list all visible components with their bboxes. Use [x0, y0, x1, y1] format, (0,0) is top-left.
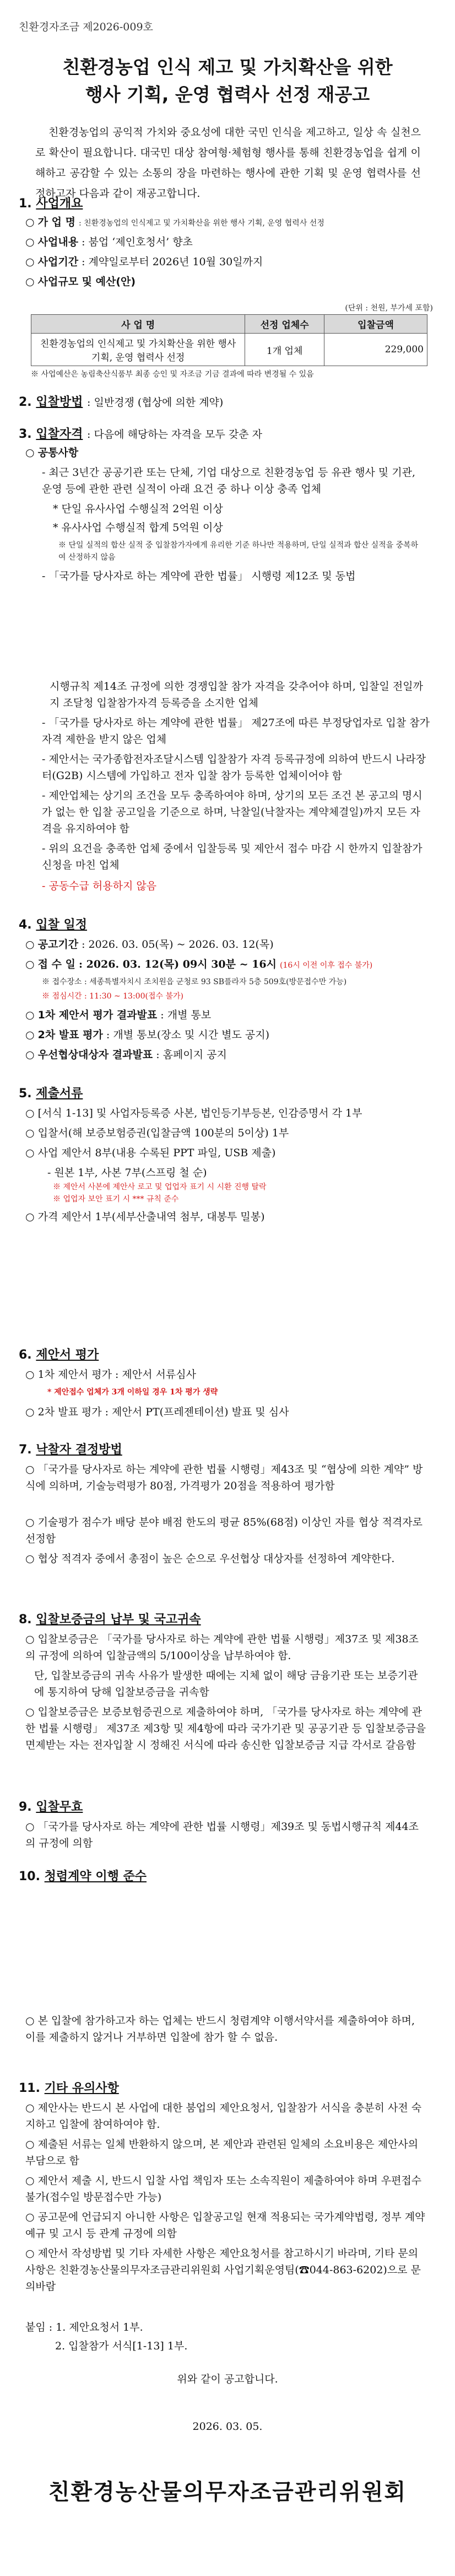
eval-item-1-note — [47, 1386, 218, 1398]
void-item — [25, 1818, 427, 1852]
submit-date-line — [25, 956, 372, 973]
void-item-text: 「국가를 당사자로 하는 계약에 관한 법률 시행령」제39조 및 동법시행규칙 제44조의 규정에 의함 — [25, 1821, 419, 1849]
circle-bullet-icon: ○ — [25, 2015, 35, 2027]
submit-date-label: 접 수 일 — [37, 958, 75, 970]
period-label: 사업기간 — [37, 256, 79, 268]
qualification-4: - 「국가를 당사자로 하는 계약에 관한 법률」 시행령 제12조 및 동법 — [42, 570, 356, 582]
section-6-heading — [19, 1345, 99, 1362]
period-value: : 계약일로부터 2026년 10월 30일까지 — [82, 256, 263, 268]
deposit-item-3-text: 입찰보증금은 보증보험증권으로 제출하여야 하며, 「국가를 당사자로 하는 계약에 관한 법률 시행령」 제37조 제3항 및 제4항에 따라 국가기관 및 공공기관 등 입찰보증금을 면제받는 자는 전자입찰 시 정해진 서식에 따라 송신한 입찰보증금 지급 각서로 갈음함 — [25, 1706, 426, 1751]
qualification-2: * 단일 유사사업 수행실적 2억원 이상 — [53, 503, 223, 515]
section-4-title: 입찰 일정 — [36, 918, 88, 932]
qualification-3: * 유사사업 수행실적 합계 5억원 이상 — [53, 522, 223, 534]
circle-bullet-icon: ○ — [25, 447, 35, 459]
table-cell: 1개 업체 — [245, 334, 324, 366]
doc-item-4 — [25, 1209, 265, 1225]
content-value: : 붐업 ‘제인호청서’ 향초 — [82, 236, 193, 248]
attachment-2: 2. 입찰참가 서식[1-13] 1부. — [55, 2340, 188, 2352]
project-label: 가 업 명 — [37, 216, 75, 228]
budget-table — [31, 314, 427, 366]
award-item-3 — [25, 1550, 427, 1567]
circle-bullet-icon: ○ — [25, 1049, 35, 1061]
lunch-time-text: ※ 점심시간 : 11:30 ~ 13:00(접수 불가) — [42, 992, 183, 1001]
budget-line — [25, 273, 136, 290]
doc-item-2-text: 입찰서(해 보증보험증권(입찰금액 100분의 5이상) 1부 — [37, 1127, 289, 1139]
circle-bullet-icon: ○ — [25, 2102, 35, 2114]
section-8-number: 8. — [19, 1613, 32, 1627]
intro-paragraph: 친환경농업의 공익적 가치와 중요성에 대한 국민 인식을 제고하고, 일상 속 실천으로 확산이 필요합니다. 대국민 대상 참여형·체험형 행사를 통해 친환경농업을 쉽게 이해하고 공감할 수 있는 소통의 장을 마련하는 행사에 관한 기획 및 운영 협력사를 선정하고자 다음과 같이 재공고합니다. — [35, 126, 421, 200]
section-2-value: : 일반경쟁 (협상에 의한 계약) — [87, 396, 224, 409]
section-5-heading — [19, 1084, 83, 1101]
section-1-title: 사업개요 — [36, 197, 83, 211]
section-2-number: 2. — [19, 395, 32, 409]
circle-bullet-icon: ○ — [25, 1368, 35, 1381]
circle-bullet-icon: ○ — [25, 1029, 35, 1041]
eval-item-2-text: 2차 발표 평가 : 제안서 PT(프레젠테이션) 발표 및 심사 — [37, 1406, 289, 1418]
section-5-title: 제출서류 — [36, 1087, 83, 1101]
note-item-3 — [25, 2172, 427, 2205]
attachment-1: 붙임 : 1. 제안요청서 1부. — [25, 2321, 143, 2333]
award-item-2-text: 기술평가 점수가 배당 분야 배점 한도의 평균 85%(68점) 이상인 자를 협상 적격자로 선정함 — [25, 1516, 422, 1545]
budget-table-wrap — [31, 314, 427, 366]
circle-bullet-icon: ○ — [25, 1127, 35, 1139]
circle-bullet-icon: ○ — [25, 1821, 35, 1833]
table-header: 선정 업체수 — [245, 315, 324, 334]
doc-item-1 — [25, 1105, 362, 1121]
award-item-2 — [25, 1514, 427, 1547]
circle-bullet-icon: ○ — [25, 938, 35, 951]
circle-bullet-icon: ○ — [25, 1516, 35, 1528]
section-1-heading — [19, 194, 83, 211]
section-11-heading — [19, 2079, 119, 2096]
title-line-1: 친환경농업 인식 제고 및 가치확산을 위한 — [62, 56, 393, 78]
eval1-value: : 개별 통보 — [160, 1009, 212, 1021]
circle-bullet-icon: ○ — [25, 958, 35, 970]
circle-bullet-icon: ○ — [25, 1147, 35, 1159]
qualification-7: - 제안서는 국가종합전자조달시스템 입찰참가 자격 등록규정에 의하여 반드시 나라장터(G2B) 시스템에 가입하고 전자 입찰 참가 등록한 업체이어야 함 — [42, 753, 426, 782]
note-item-1-text: 제안사는 반드시 본 사업에 대한 붐업의 제안요청서, 입찰참가 서식을 충분히 사전 숙지하고 입찰에 참여하여야 함. — [25, 2102, 422, 2130]
circle-bullet-icon: ○ — [25, 236, 35, 248]
circle-bullet-icon: ○ — [25, 1553, 35, 1565]
project-value: : 친환경농업의 인식제고 및 가치확산을 위한 행사 기획, 운영 협력사 선정 — [78, 219, 324, 228]
section-3-title: 입찰자격 — [36, 427, 83, 441]
note-item-2-text: 제출된 서류는 일체 반환하지 않으며, 본 제안과 관련된 일체의 소요비용은 제안사의 부담으로 함 — [25, 2138, 419, 2167]
section-4-number: 4. — [19, 918, 32, 932]
common-line — [25, 444, 78, 461]
eval2-value: : 개별 통보(장소 및 시간 별도 공지) — [106, 1029, 269, 1041]
table-row — [31, 334, 427, 366]
circle-bullet-icon: ○ — [25, 2175, 35, 2187]
table-header: 사 업 명 — [31, 315, 245, 334]
circle-bullet-icon: ○ — [25, 276, 35, 288]
submit-place: ※ 접수장소 : 세종특별자치시 조치원읍 군청로 93 SB플라자 5층 509호(방문접수만 가능) — [42, 978, 347, 986]
circle-bullet-icon: ○ — [25, 1009, 35, 1021]
doc-item-3-text: 사업 제안서 8부(내용 수록된 PPT 파일, USB 제출) — [37, 1147, 276, 1159]
circle-bullet-icon: ○ — [25, 256, 35, 268]
table-cell: 친환경농업의 인식제고 및 가치확산을 위한 행사 기획, 운영 협력사 선정 — [31, 334, 245, 366]
note-item-2 — [25, 2136, 427, 2169]
notice-date: 2026. 03. 05. — [192, 2421, 263, 2433]
note-item-4-text: 공고문에 언급되지 아니한 사항은 입찰공고일 현재 적용되는 국가계약법령, 정부 계약예규 및 고시 등 관계 규정에 의함 — [25, 2211, 425, 2240]
eval-item-1 — [25, 1366, 196, 1383]
section-9-heading — [19, 1797, 83, 1815]
doc-sub-1: - 원본 1부, 사본 7부(스프링 철 순) — [47, 1167, 207, 1179]
table-header-row — [31, 315, 427, 334]
section-6-title: 제안서 평가 — [36, 1348, 99, 1362]
period-line — [25, 254, 263, 270]
section-2-heading — [19, 393, 223, 410]
note-item-4 — [25, 2209, 427, 2242]
section-7-number: 7. — [19, 1443, 32, 1457]
circle-bullet-icon: ○ — [25, 2138, 35, 2150]
section-11-title: 기타 유의사항 — [44, 2081, 119, 2095]
integrity-item-text: 본 입찰에 참가하고자 하는 업체는 반드시 청렴계약 이행서약서를 제출하여야 하며, 이를 제출하지 않거나 거부하면 입찰에 참가 할 수 없음. — [25, 2015, 415, 2043]
doc-sub-3: ※ 업업자 보안 표기 시 *** 규칙 준수 — [53, 1195, 179, 1204]
circle-bullet-icon: ○ — [25, 1107, 35, 1119]
circle-bullet-icon: ○ — [25, 1706, 35, 1718]
award-item-1-text: 「국가를 당사자로 하는 계약에 관한 법률 시행령」제43조 및 “협상에 의한 계약” 방식에 의하며, 기술능력평가 80점, 가격평가 20점을 적용하여 평가함 — [25, 1463, 423, 1492]
circle-bullet-icon: ○ — [25, 1211, 35, 1223]
project-line — [25, 214, 433, 230]
circle-bullet-icon: ○ — [25, 2247, 35, 2260]
qualification-8: - 제안업체는 상기의 조건을 모두 충족하여야 하며, 상기의 모든 조건 본 공고의 명시가 없는 한 입찰 공고일을 기준으로 하며, 낙찰일(낙찰자는 계약체결일)까지 모든 자격을 유지하여야 함 — [42, 790, 422, 835]
final-label: 우선협상대상자 결과발표 — [37, 1049, 153, 1061]
eval-item-2 — [25, 1404, 289, 1420]
circle-bullet-icon: ○ — [25, 1633, 35, 1645]
doc-item-2 — [25, 1125, 289, 1141]
section-3-heading — [19, 425, 262, 442]
section-8-heading — [19, 1610, 201, 1627]
section-1-number: 1. — [19, 197, 32, 211]
section-3-lead: : 다음에 해당하는 자격을 모두 갖춘 자 — [87, 428, 262, 441]
section-4-heading — [19, 915, 87, 932]
eval1-line — [25, 1007, 211, 1023]
section-7-heading — [19, 1440, 122, 1457]
doc-item-4-text: 가격 제안서 1부(세부산출내역 첨부, 대봉투 밀봉) — [37, 1211, 265, 1223]
submit-date-value: : 2026. 03. 12(목) 09시 30분 ~ 16시 — [78, 958, 277, 970]
final-line — [25, 1046, 227, 1063]
common-label: 공통사항 — [37, 447, 79, 459]
circle-bullet-icon: ○ — [25, 1406, 35, 1418]
section-2-title: 입찰방법 — [36, 395, 83, 409]
deposit-item-1-text: 입찰보증금은 「국가를 당사자로 하는 계약에 관한 법률 시행령」제37조 및 제38조의 규정에 의하여 입찰금액의 5/100이상을 납부하여야 함. — [25, 1633, 419, 1662]
document-number: 친환경자조금 제2026-009호 — [19, 21, 153, 33]
qualification-6: - 「국가를 당사자로 하는 계약에 관한 법률」 제27조에 따른 부정당업자로 입찰 참가 자격 제한을 받지 않은 업체 — [42, 717, 430, 745]
section-11-number: 11. — [19, 2081, 40, 2095]
deposit-item-2: 단, 입찰보증금의 귀속 사유가 발생한 때에는 지체 없이 해당 금융기관 또는 보증기관에 통지하여 당해 입찰보증금을 귀속함 — [34, 1670, 418, 1698]
table-cell: 229,000 — [324, 334, 427, 366]
note-item-5 — [25, 2245, 427, 2295]
joint-bid-note: - 공동수급 허용하지 않음 — [42, 880, 157, 892]
section-9-number: 9. — [19, 1800, 32, 1814]
submit-date-note: (16시 이전 이후 접수 불가) — [279, 961, 373, 970]
deposit-item-3 — [25, 1704, 427, 1753]
table-note: ※ 사업예산은 농림축산식품부 최종 승인 및 자조금 기금 결과에 따라 변경될 수 있음 — [31, 370, 314, 379]
qualification-note: ※ 단일 실적의 합산 실적 중 입찰참가자에게 유리한 기준 하나만 적용하며, 단일 실적과 합산 실적을 중복하여 산정하지 않음 — [58, 541, 419, 562]
table-header: 입찰금액 — [324, 315, 427, 334]
closing-text: 위와 같이 공고합니다. — [177, 2373, 278, 2385]
note-item-5-text: 제안서 작성방법 및 기타 자세한 사항은 제안요청서를 참고하시기 바라며, 기타 문의사항은 친환경농산물의무자조금관리위원회 사업기획운영팀(☎044-863-6202)으로 문의바람 — [25, 2247, 421, 2293]
qualification-9: - 위의 요건을 충족한 업체 중에서 입찰등록 및 제안서 접수 마감 시 한까지 입찰참가 신청을 마친 업체 — [42, 842, 422, 871]
final-value: : 홈페이지 공지 — [156, 1049, 227, 1061]
integrity-item — [25, 2012, 427, 2046]
circle-bullet-icon: ○ — [25, 1463, 35, 1475]
organization-name: 친환경농산물의무자조금관리위원회 — [48, 2480, 407, 2505]
notice-period-label: 공고기간 — [37, 938, 79, 951]
section-10-number: 10. — [19, 1870, 40, 1883]
section-8-title: 입찰보증금의 납부 및 국고귀속 — [36, 1613, 201, 1627]
deposit-item-1 — [25, 1631, 427, 1664]
content-line — [25, 234, 193, 250]
notice-period-line — [25, 936, 274, 953]
doc-sub-2: ※ 제안서 사본에 제안사 로고 및 업업자 표기 시 시환 진행 탈락 — [53, 1183, 267, 1192]
eval2-label: 2차 발표 평가 — [37, 1029, 103, 1041]
eval-item-1-note-text: * 제안접수 업체가 3개 이하일 경우 1차 평가 생략 — [47, 1388, 218, 1397]
circle-bullet-icon: ○ — [25, 2211, 35, 2223]
eval-item-1-text: 1차 제안서 평가 : 제안서 서류심사 — [37, 1368, 196, 1381]
circle-bullet-icon: ○ — [25, 216, 35, 228]
award-item-3-text: 협상 적격자 중에서 총점이 높은 순으로 우선협상 대상자를 선정하여 계약한다. — [37, 1553, 395, 1565]
doc-item-3 — [25, 1145, 275, 1161]
note-item-3-text: 제안서 제출 시, 반드시 입찰 사업 책임자 또는 소속직원이 제출하여야 하며 우편접수 불가(접수일 방문접수만 가능) — [25, 2175, 422, 2203]
title-line-2: 행사 기획, 운영 협력사 선정 재공고 — [85, 84, 370, 105]
award-item-1 — [25, 1461, 427, 1494]
budget-label: 사업규모 및 예산(안) — [37, 276, 136, 288]
section-3-number: 3. — [19, 427, 32, 441]
section-6-number: 6. — [19, 1348, 32, 1362]
section-10-heading — [19, 1867, 147, 1884]
content-label: 사업내용 — [37, 236, 79, 248]
eval1-label: 1차 제안서 평가 결과발표 — [37, 1009, 158, 1021]
section-5-number: 5. — [19, 1087, 32, 1101]
doc-item-1-text: [서식 1-13] 및 사업자등록증 사본, 법인등기부등본, 인감증명서 각 1부 — [37, 1107, 362, 1119]
unit-note: (단위 : 천원, 부가세 포함) — [345, 304, 433, 313]
section-7-title: 낙찰자 결정방법 — [36, 1443, 122, 1457]
notice-period-value: : 2026. 03. 05(목) ~ 2026. 03. 12(목) — [82, 938, 274, 951]
qualification-5: 시행규칙 제14조 규정에 의한 경쟁입찰 참가 자격을 갖추어야 하며, 입찰일 전일까지 조달청 입찰참가자격 등록증을 소지한 업체 — [50, 680, 423, 709]
qualification-1: - 최근 3년간 공공기관 또는 단체, 기업 대상으로 친환경농업 등 유관 행사 및 기관, 운영 등에 관한 관련 실적이 아래 요건 중 하나 이상 충족 업체 — [42, 466, 416, 495]
section-10-title: 청렴계약 이행 준수 — [44, 1870, 147, 1883]
lunch-time-note — [42, 990, 183, 1002]
section-9-title: 입찰무효 — [36, 1800, 83, 1814]
eval2-line — [25, 1027, 269, 1043]
note-item-1 — [25, 2100, 427, 2133]
